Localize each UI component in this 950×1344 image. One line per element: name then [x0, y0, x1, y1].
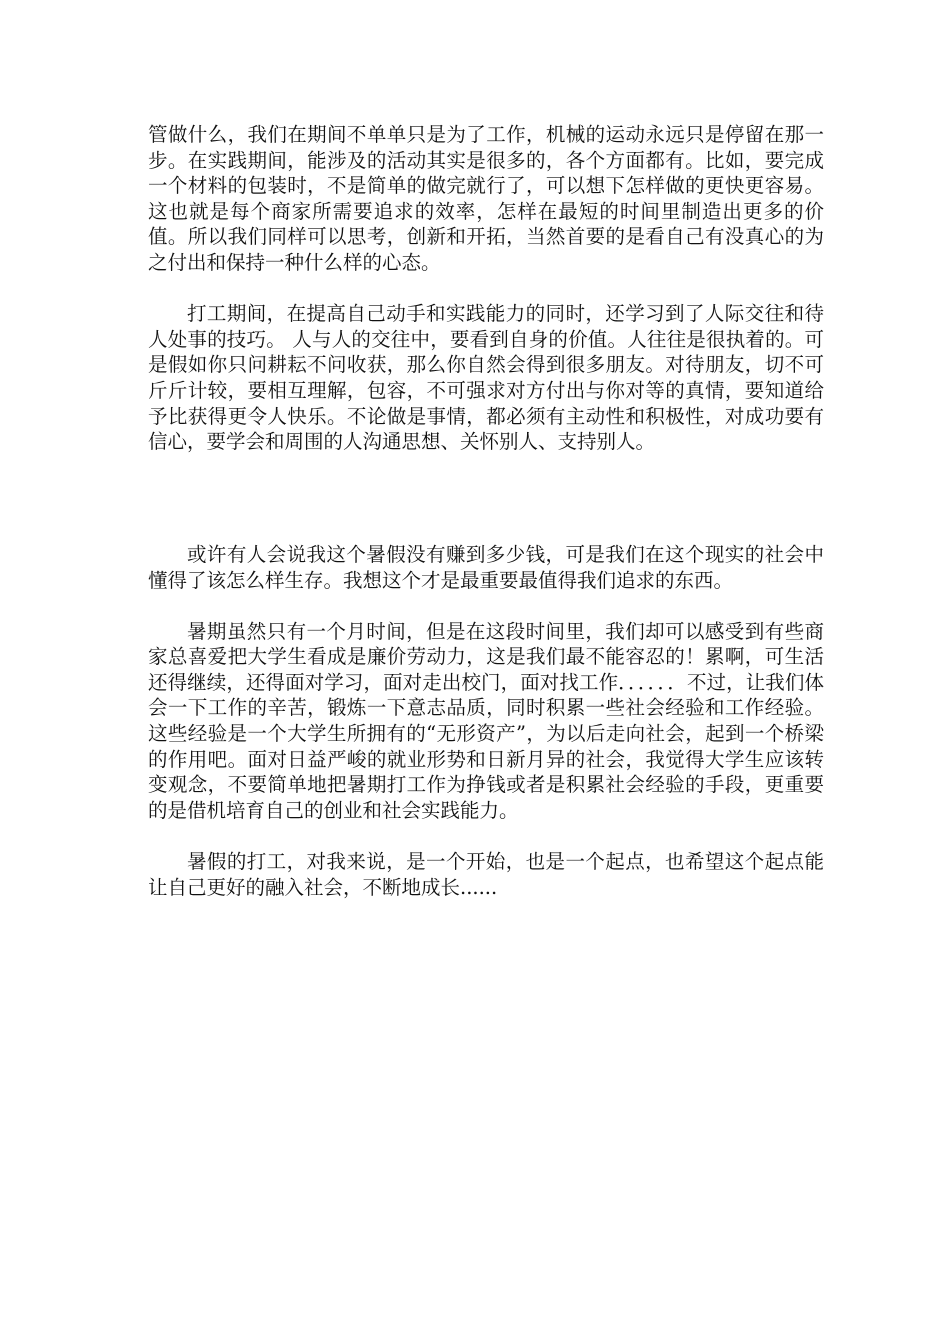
paragraph-spacer	[148, 276, 824, 302]
paragraph-1: 管做什么，我们在期间不单单只是为了工作，机械的运动永远只是停留在那一步。在实践期间，能涉及的活动其实是很多的，各个方面都有。比如，要完成一个材料的包装时，不是简单的做完就行了，可以想下怎样做的更快更容易。这也就是每个商家所需要追求的效率，怎样在最短的时间里制造出更多的价值。所以我们同样可以思考，创新和开拓，当然首要的是看自己有没真心的为之付出和保持一种什么样的心态。	[148, 123, 824, 274]
paragraph-3: 或许有人会说我这个暑假没有赚到多少钱，可是我们在这个现实的社会中懂得了该怎么样生存。我想这个才是最重要最值得我们追求的东西。	[148, 542, 824, 592]
document-body	[148, 122, 824, 900]
paragraph-spacer	[148, 593, 824, 619]
paragraph-spacer	[148, 455, 824, 506]
paragraph-spacer	[148, 823, 824, 849]
paragraph-4: 暑期虽然只有一个月时间，但是在这段时间里，我们却可以感受到有些商家总喜爱把大学生看成是廉价劳动力，这是我们最不能容忍的！累啊，可生活还得继续，还得面对学习，面对走出校门，面对找工作．．．．．．不过，让我们体会一下工作的辛苦，锻炼一下意志品质，同时积累一些社会经验和工作经验。这些经验是一个大学生所拥有的“无形资产”，为以后走向社会，起到一个桥梁的作用吧。面对日益严峻的就业形势和日新月异的社会，我觉得大学生应该转变观念，不要简单地把暑期打工作为挣钱或者是积累社会经验的手段，更重要的是借机培育自己的创业和社会实践能力。	[148, 619, 824, 822]
paragraph-2: 打工期间，在提高自己动手和实践能力的同时，还学习到了人际交往和待人处事的技巧。 人与人的交往中，要看到自身的价值。人往往是很执着的。可是假如你只问耕耘不问收获，那么你自然会得到很多朋友。对待朋友，切不可斤斤计较，要相互理解，包容，不可强求对方付出与你对等的真情，要知道给予比获得更令人快乐。不论做是事情，都必须有主动性和积极性，对成功要有信心，要学会和周围的人沟通思想、关怀别人、支持别人。	[148, 302, 824, 454]
paragraph-spacer	[148, 506, 824, 542]
paragraph-5: 暑假的打工，对我来说，是一个开始，也是一个起点，也希望这个起点能让自己更好的融入社会，不断地成长......	[148, 850, 824, 899]
